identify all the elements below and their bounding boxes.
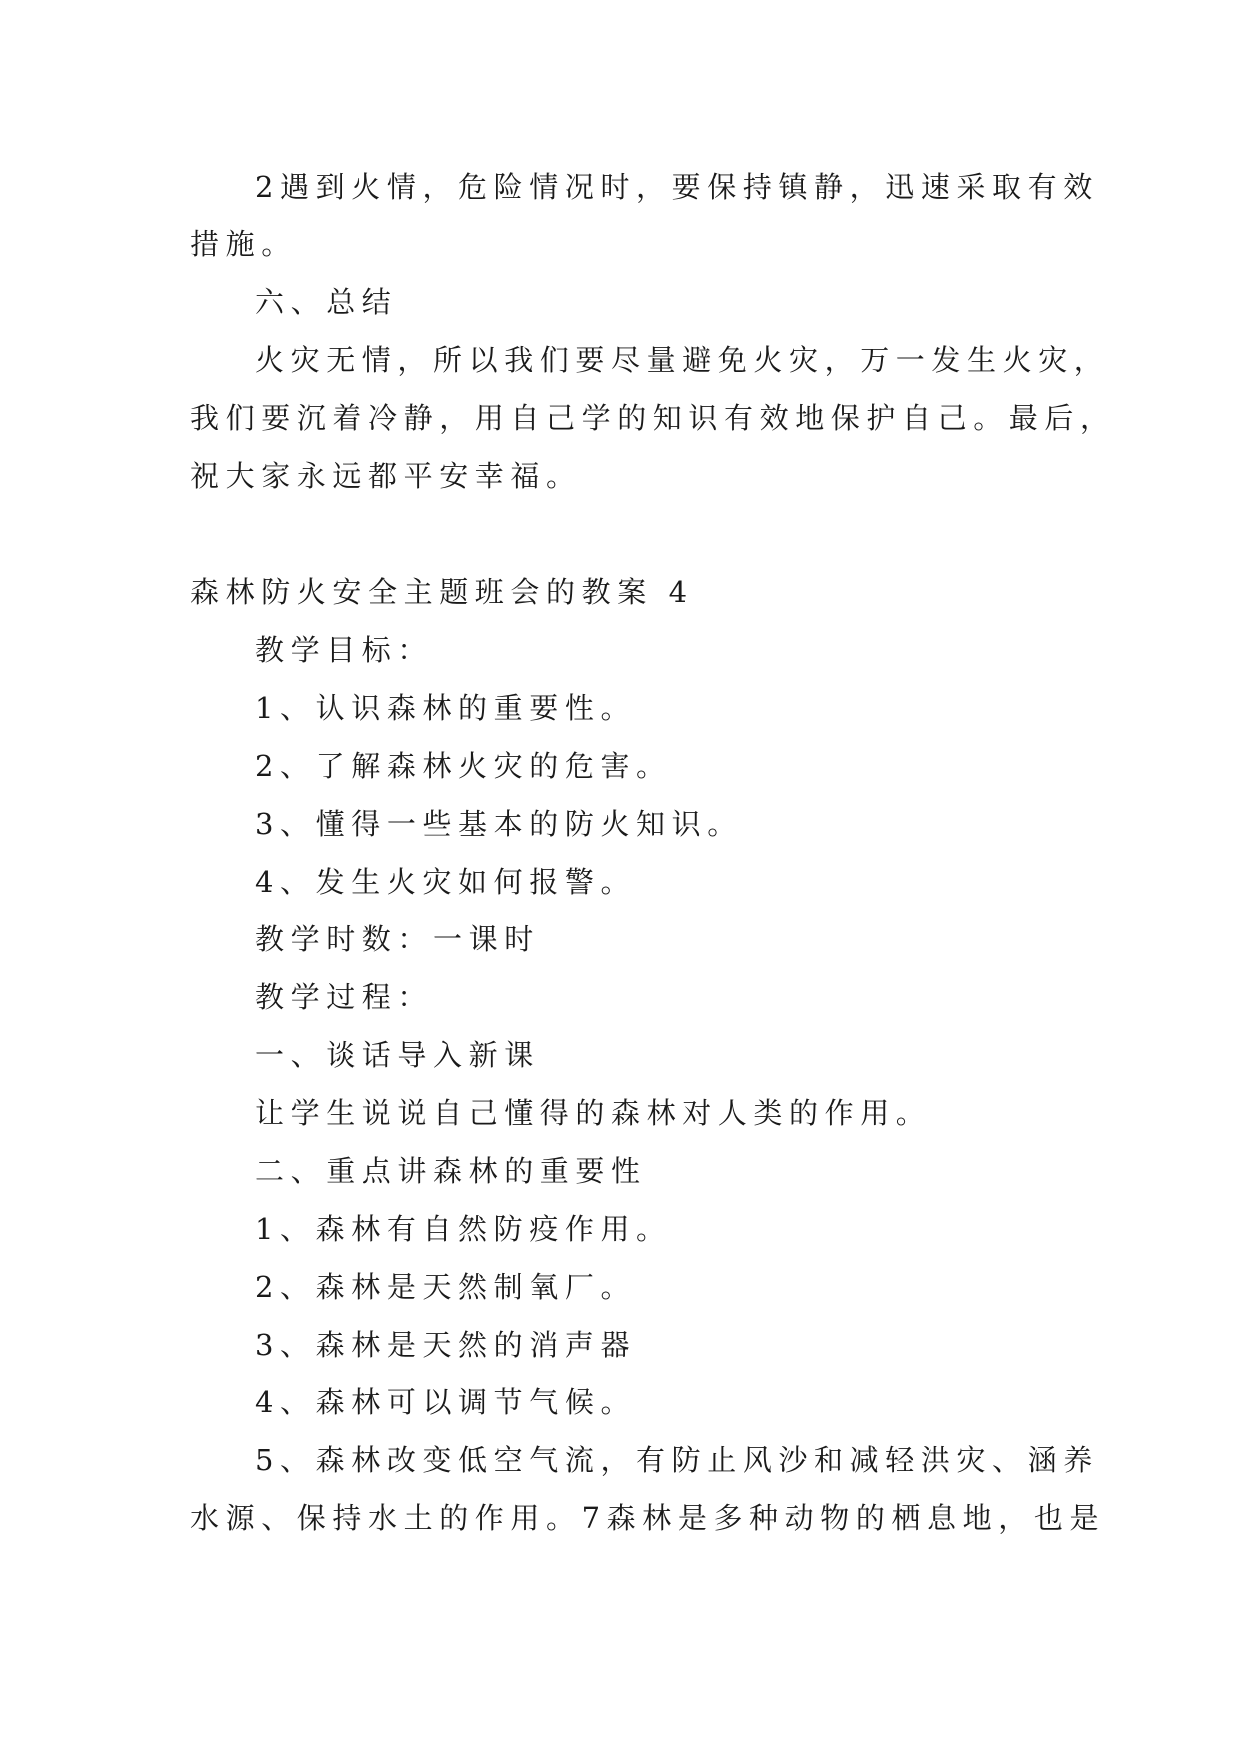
- section-heading: 一、谈话导入新课: [255, 1038, 540, 1072]
- document-title: 森林防火安全主题班会的教案 4: [190, 575, 694, 609]
- paragraph-line: 火灾无情，所以我们要尽量避免火灾，万一发生火灾，: [255, 343, 1110, 377]
- section-heading: 教学过程：: [255, 980, 434, 1014]
- paragraph-line: 水源、保持水土的作用。7森林是多种动物的栖息地，也是: [190, 1501, 1106, 1535]
- section-heading: 教学目标：: [255, 633, 434, 667]
- list-item: 1、森林有自然防疫作用。: [255, 1212, 672, 1246]
- duration-line: 教学时数：一课时: [255, 922, 540, 956]
- paragraph-line: 我们要沉着冷静，用自己学的知识有效地保护自己。最后，: [190, 401, 1116, 435]
- list-item: 2、森林是天然制氧厂。: [255, 1270, 637, 1304]
- paragraph-line: 措施。: [190, 227, 297, 261]
- list-item: 3、懂得一些基本的防火知识。: [255, 807, 743, 841]
- list-item: 4、发生火灾如何报警。: [255, 865, 637, 899]
- list-item: 3、森林是天然的消声器: [255, 1328, 637, 1362]
- paragraph-line: 让学生说说自己懂得的森林对人类的作用。: [255, 1096, 932, 1130]
- section-heading: 二、重点讲森林的重要性: [255, 1154, 647, 1188]
- list-item: 4、森林可以调节气候。: [255, 1385, 637, 1419]
- list-item: 1、认识森林的重要性。: [255, 691, 637, 725]
- list-item: 2、了解森林火灾的危害。: [255, 749, 672, 783]
- paragraph-line: 5、森林改变低空气流，有防止风沙和减轻洪灾、涵养: [255, 1443, 1099, 1477]
- paragraph-line: 2遇到火情，危险情况时，要保持镇静，迅速采取有效: [255, 170, 1099, 204]
- paragraph-line: 祝大家永远都平安幸福。: [190, 459, 582, 493]
- section-heading: 六、总结: [255, 285, 398, 319]
